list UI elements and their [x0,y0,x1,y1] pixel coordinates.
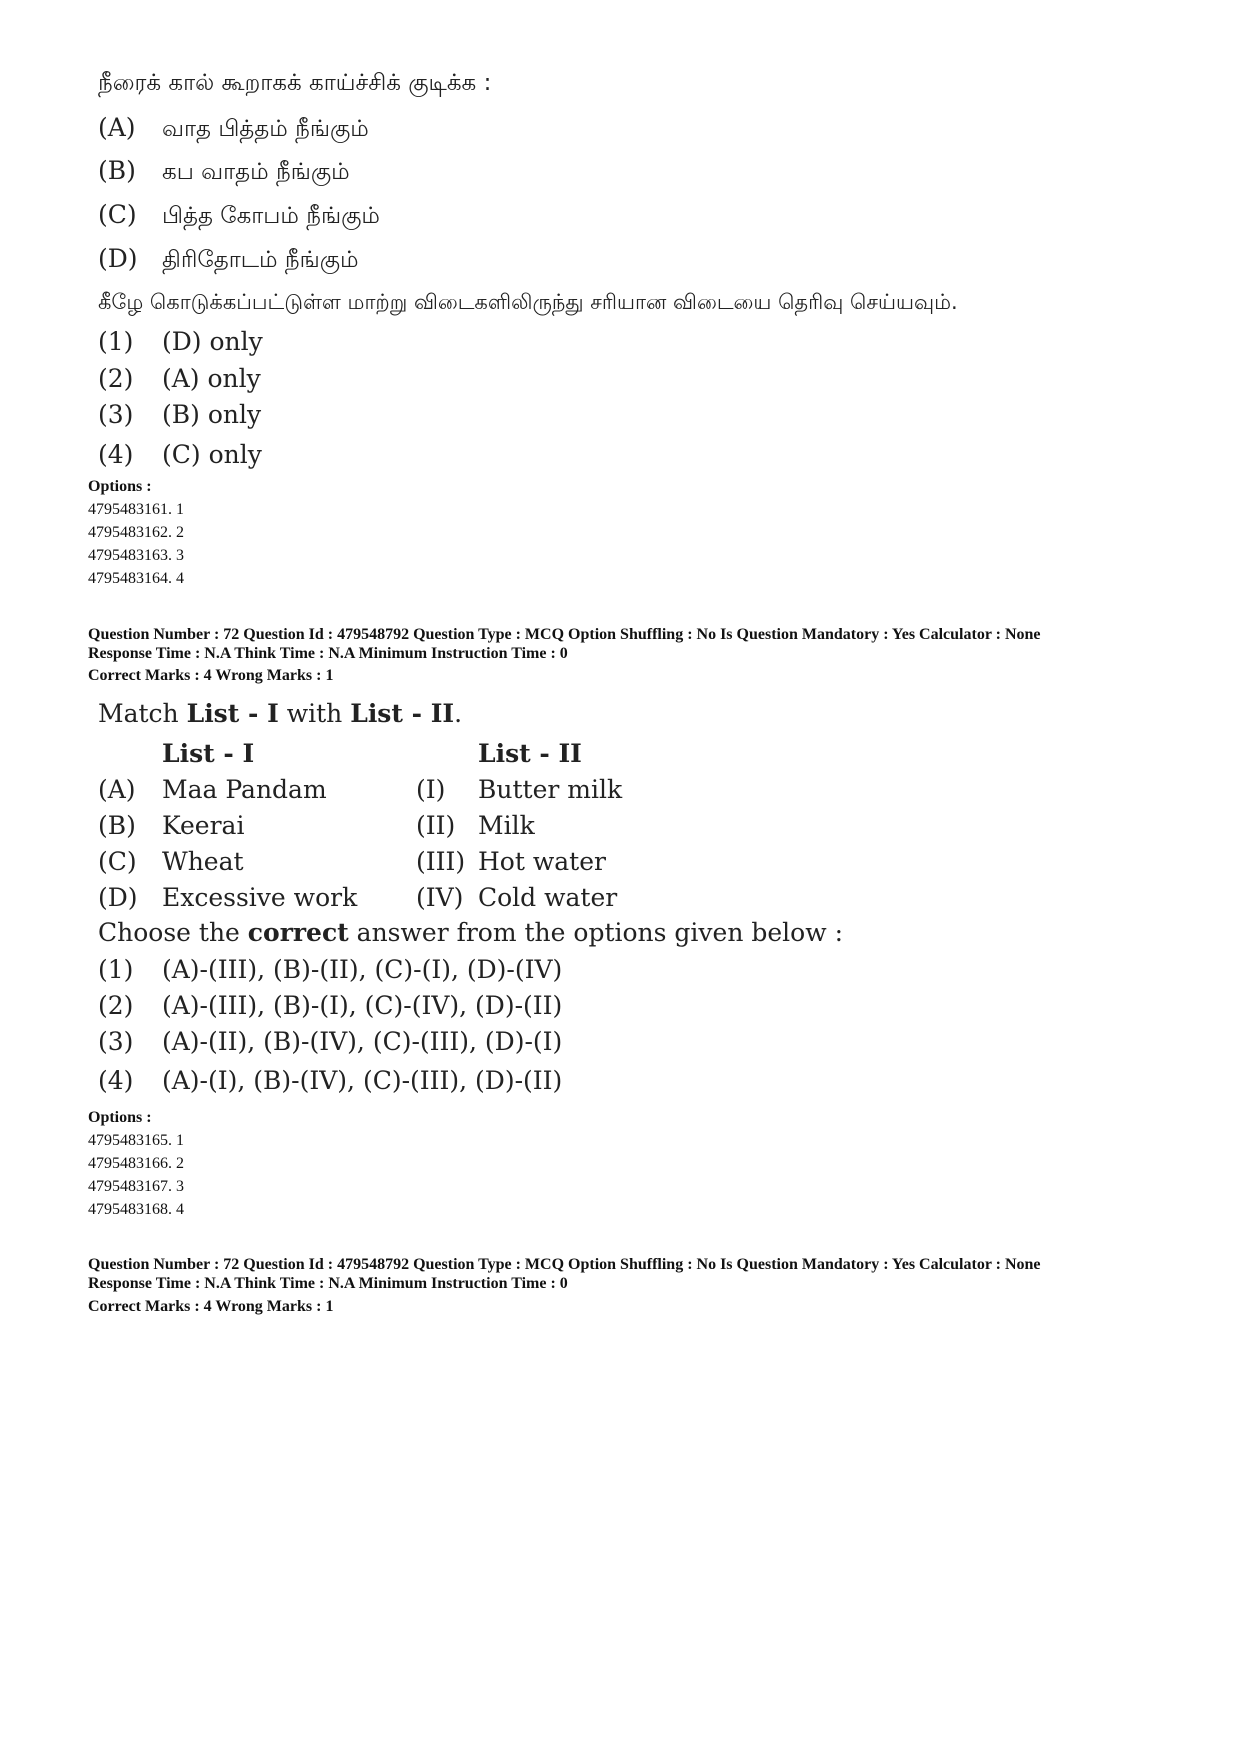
answer-label: (1) [98,327,134,356]
row-label-2: (I) [416,775,446,804]
row-label-1: (B) [98,811,136,840]
option-id: 4795483161. 1 [88,501,184,518]
statement-label: (A) [98,113,136,142]
choose-instruction [98,918,843,947]
statement-text: திரிதோடம் நீங்கும் [162,247,359,273]
q71-instruction: கீழே கொடுக்கப்பட்டுள்ள மாற்று விடைகளிலிருந்து சரியான விடையை தெரிவு செய்யவும். [98,290,958,314]
answer-text: (A)-(III), (B)-(I), (C)-(IV), (D)-(II) [162,991,563,1020]
answer-label: (2) [98,991,134,1020]
answer-label: (4) [98,440,134,469]
choose-text: answer from the options given below : [348,918,843,947]
option-id: 4795483166. 2 [88,1155,184,1172]
row-item-1: Excessive work [162,883,358,912]
stem-text: . [454,699,463,728]
row-item-1: Maa Pandam [162,775,327,804]
meta-line: Correct Marks : 4 Wrong Marks : 1 [88,667,334,684]
row-item-2: Cold water [478,883,618,912]
row-item-1: Wheat [162,847,244,876]
row-label-2: (III) [416,847,466,876]
meta-line: Response Time : N.A Think Time : N.A Minimum Instruction Time : 0 [88,1275,568,1292]
choose-text: Choose the [98,918,248,947]
answer-text: (A)-(III), (B)-(II), (C)-(I), (D)-(IV) [162,955,563,984]
answer-text: (A)-(II), (B)-(IV), (C)-(III), (D)-(I) [162,1027,563,1056]
statement-text: கப வாதம் நீங்கும் [162,159,350,185]
stem-text: Match [98,699,187,728]
q72-stem [98,699,462,728]
options-heading: Options : [88,478,152,495]
option-id: 4795483168. 4 [88,1201,184,1218]
option-id: 4795483167. 3 [88,1178,184,1195]
stem-text: with [278,699,351,728]
answer-text: (C) only [162,440,262,469]
answer-label: (3) [98,1027,134,1056]
row-label-1: (C) [98,847,137,876]
list1-heading: List - I [162,739,255,768]
meta-line: Response Time : N.A Think Time : N.A Minimum Instruction Time : 0 [88,645,568,662]
option-id: 4795483165. 1 [88,1132,184,1149]
statement-label: (B) [98,156,136,185]
answer-label: (4) [98,1066,134,1095]
answer-text: (B) only [162,400,262,429]
stem-bold: List - II [350,699,455,728]
choose-bold: correct [247,918,349,947]
stem-bold: List - I [186,699,279,728]
q71-stem: நீரைக் கால் கூறாகக் காய்ச்சிக் குடிக்க : [98,70,492,96]
statement-text: வாத பித்தம் நீங்கும் [162,116,369,142]
answer-label: (2) [98,364,134,393]
answer-text: (A)-(I), (B)-(IV), (C)-(III), (D)-(II) [162,1066,563,1095]
row-label-2: (IV) [416,883,464,912]
row-label-1: (D) [98,883,138,912]
answer-text: (D) only [162,327,263,356]
row-label-2: (II) [416,811,456,840]
row-label-1: (A) [98,775,136,804]
option-id: 4795483163. 3 [88,547,184,564]
meta-line: Correct Marks : 4 Wrong Marks : 1 [88,1298,334,1315]
answer-text: (A) only [162,364,261,393]
row-item-2: Hot water [478,847,606,876]
answer-label: (3) [98,400,134,429]
option-id: 4795483164. 4 [88,570,184,587]
statement-label: (D) [98,244,138,273]
list2-heading: List - II [478,739,582,768]
option-id: 4795483162. 2 [88,524,184,541]
meta-line: Question Number : 72 Question Id : 479548792 Question Type : MCQ Option Shuffling : No Is Question Mandatory : Yes Calculator : None [88,1256,1041,1273]
row-item-1: Keerai [162,811,245,840]
answer-label: (1) [98,955,134,984]
statement-text: பித்த கோபம் நீங்கும் [162,203,380,229]
row-item-2: Butter milk [478,775,623,804]
options-heading: Options : [88,1109,152,1126]
row-item-2: Milk [478,811,535,840]
statement-label: (C) [98,200,137,229]
meta-line: Question Number : 72 Question Id : 479548792 Question Type : MCQ Option Shuffling : No Is Question Mandatory : Yes Calculator : None [88,626,1041,643]
